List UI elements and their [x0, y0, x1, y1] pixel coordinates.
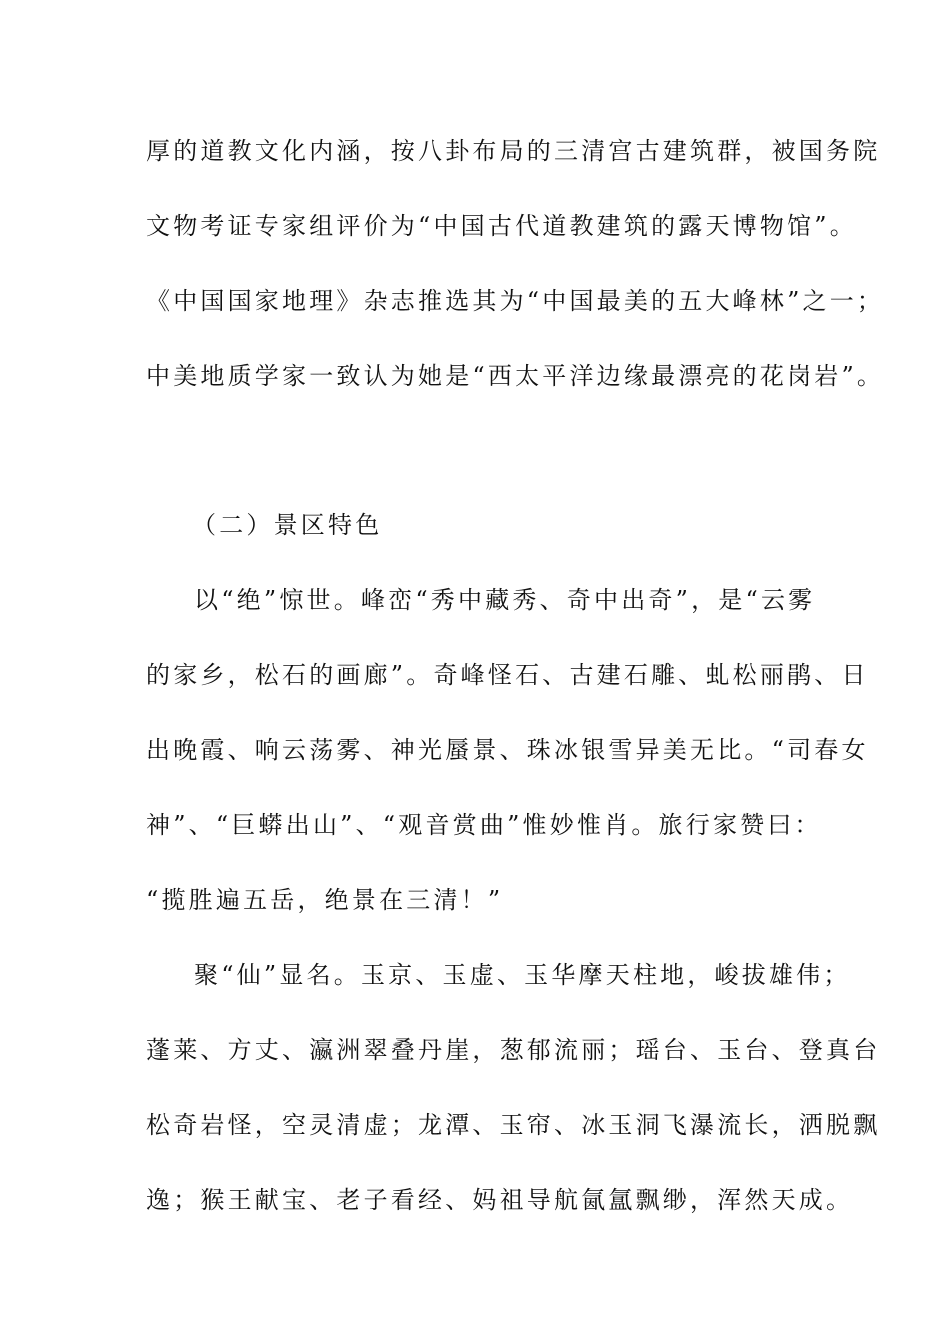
paragraph-1-line-3: 《中国国家地理》杂志推选其为“中国最美的五大峰林”之一； — [146, 287, 885, 315]
paragraph-1-line-1: 厚的道教文化内涵，按八卦布局的三清宫古建筑群，被国务院 — [146, 137, 881, 165]
paragraph-1-line-4: 中美地质学家一致认为她是“西太平洋边缘最漂亮的花岗岩”。 — [146, 362, 885, 390]
paragraph-2-line-2: 的家乡，松石的画廊”。奇峰怪石、古建石雕、虬松丽鹃、日 — [146, 661, 869, 689]
paragraph-2-line-1: 以“绝”惊世。峰峦“秀中藏秀、奇中出奇”，是“云雾 — [194, 586, 816, 614]
paragraph-2-line-4: 神”、“巨蟒出山”、“观音赏曲”惟妙惟肖。旅行家赞曰： — [146, 811, 822, 839]
paragraph-2-line-3: 出晚霞、响云荡雾、神光蜃景、珠冰银雪异美无比。“司春女 — [146, 736, 869, 764]
paragraph-3-line-3: 松奇岩怪，空灵清虚；龙潭、玉帘、冰玉洞飞瀑流长，洒脱飘 — [146, 1111, 881, 1139]
paragraph-1-line-2: 文物考证专家组评价为“中国古代道教建筑的露天博物馆”。 — [146, 212, 857, 240]
paragraph-3-line-2: 蓬莱、方丈、瀛洲翠叠丹崖，葱郁流丽；瑶台、玉台、登真台 — [146, 1036, 881, 1064]
paragraph-2-line-5: “揽胜遍五岳，绝景在三清！” — [146, 886, 504, 914]
section-heading: （二）景区特色 — [192, 511, 383, 539]
paragraph-3-line-1: 聚“仙”显名。玉京、玉虚、玉华摩天柱地，峻拔雄伟； — [194, 961, 851, 989]
paragraph-3-line-4: 逸；猴王献宝、老子看经、妈祖导航氤氲飘缈，浑然天成。 — [146, 1186, 854, 1214]
